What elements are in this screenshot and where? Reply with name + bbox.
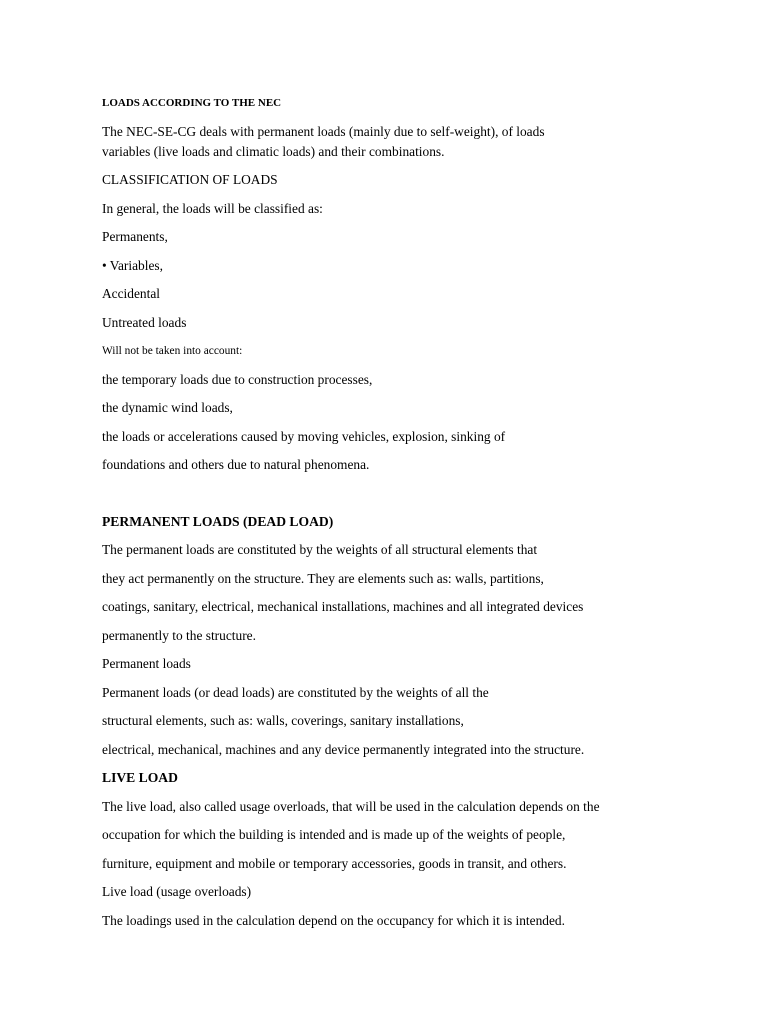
- document-title: LOADS ACCORDING TO THE NEC: [102, 97, 282, 109]
- class-accidental: Accidental: [102, 286, 160, 301]
- permanent-paragraph-line-2: they act permanently on the structure. They are elements such as: walls, partitions,: [102, 571, 544, 586]
- intro-line-2: variables (live loads and climatic loads) and their combinations.: [102, 144, 445, 159]
- live-paragraph-line-1: The live load, also called usage overloads, that will be used in the calculation depends on the: [102, 799, 600, 814]
- permanent-definition-line-1: Permanent loads (or dead loads) are constituted by the weights of all the: [102, 685, 489, 700]
- permanent-definition-line-2: structural elements, such as: walls, coverings, sanitary installations,: [102, 713, 464, 728]
- live-load-heading: LIVE LOAD: [102, 770, 178, 785]
- not-taken-note: Will not be taken into account:: [102, 345, 243, 357]
- classification-intro: In general, the loads will be classified as:: [102, 201, 323, 216]
- permanent-definition-line-3: electrical, mechanical, machines and any device permanently integrated into the structure.: [102, 742, 585, 757]
- exclusion-line-3: the loads or accelerations caused by moving vehicles, explosion, sinking of: [102, 429, 506, 444]
- live-paragraph-line-3: furniture, equipment and mobile or temporary accessories, goods in transit, and others.: [102, 856, 567, 871]
- class-permanents: Permanents,: [102, 229, 168, 244]
- permanent-loads-subheading: Permanent loads: [102, 656, 191, 671]
- exclusion-line-1: the temporary loads due to construction processes,: [102, 372, 373, 387]
- classification-heading: CLASSIFICATION OF LOADS: [102, 172, 278, 187]
- class-variables: • Variables,: [102, 258, 163, 273]
- permanent-paragraph-line-1: The permanent loads are constituted by the weights of all structural elements that: [102, 542, 538, 557]
- permanent-paragraph-line-3: coatings, sanitary, electrical, mechanical installations, machines and all integrated devices: [102, 599, 584, 614]
- permanent-loads-heading: PERMANENT LOADS (DEAD LOAD): [102, 514, 334, 529]
- live-paragraph-line-2: occupation for which the building is intended and is made up of the weights of people,: [102, 827, 566, 842]
- live-load-subheading: Live load (usage overloads): [102, 884, 252, 899]
- intro-line-1: The NEC-SE-CG deals with permanent loads (mainly due to self-weight), of loads: [102, 124, 545, 139]
- exclusion-line-4: foundations and others due to natural phenomena.: [102, 457, 370, 472]
- live-definition-line-1: The loadings used in the calculation depend on the occupancy for which it is intended.: [102, 913, 565, 928]
- exclusion-line-2: the dynamic wind loads,: [102, 400, 233, 415]
- class-untreated: Untreated loads: [102, 315, 187, 330]
- permanent-paragraph-line-4: permanently to the structure.: [102, 628, 256, 643]
